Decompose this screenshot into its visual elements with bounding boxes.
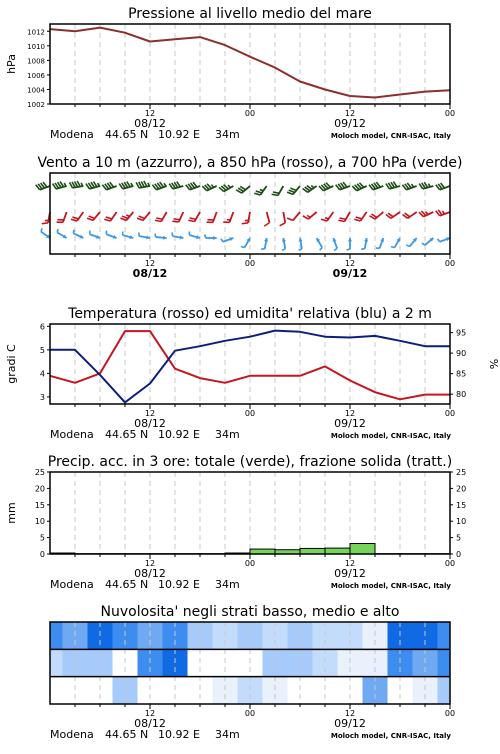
barb-feather bbox=[106, 217, 112, 219]
barb-feather bbox=[174, 219, 180, 220]
barb-feather bbox=[325, 218, 328, 219]
wind-barb bbox=[42, 212, 50, 224]
wind-row-700-hpa bbox=[36, 181, 450, 196]
wind-barb bbox=[406, 238, 416, 246]
y-axis-label: hPa bbox=[5, 54, 18, 74]
wind-barb bbox=[303, 212, 317, 219]
model-credit: Moloch model, CNR-ISAC, Italy bbox=[331, 582, 452, 590]
model-credit: Moloch model, CNR-ISAC, Italy bbox=[331, 132, 452, 140]
barb-feather bbox=[334, 248, 337, 250]
y-tick-label: 25 bbox=[35, 468, 45, 477]
x-tick-label: 12 bbox=[345, 709, 355, 718]
y2-tick-label: 0 bbox=[456, 550, 461, 559]
wind-barb bbox=[242, 212, 250, 224]
wind-barb bbox=[338, 212, 350, 222]
barb-staff bbox=[327, 212, 333, 221]
barb-feather bbox=[221, 239, 223, 242]
barb-feather bbox=[254, 193, 260, 195]
wind-barb bbox=[287, 212, 300, 220]
y2-axis-label: % bbox=[487, 359, 500, 369]
barb-staff bbox=[375, 212, 383, 219]
wind-barb bbox=[155, 212, 167, 222]
barb-feather bbox=[338, 220, 344, 221]
barb-feather bbox=[89, 216, 95, 218]
wind-barb bbox=[303, 186, 317, 193]
wind-barb bbox=[370, 212, 384, 219]
x-tick-label: 12 bbox=[345, 559, 355, 568]
wind-barb bbox=[102, 182, 116, 190]
y2-tick-label: 10 bbox=[456, 517, 466, 526]
barb-feather bbox=[347, 249, 351, 250]
x-date-label: 08/12 bbox=[134, 117, 166, 130]
barb-staff bbox=[267, 212, 270, 223]
x-tick-label: 12 bbox=[345, 259, 355, 268]
wind-barb bbox=[136, 181, 150, 188]
barb-feather bbox=[122, 216, 128, 218]
barb-feather bbox=[126, 215, 129, 216]
wind-barb bbox=[207, 212, 217, 222]
wind-barb bbox=[236, 186, 250, 193]
barb-feather bbox=[320, 248, 323, 251]
wind-barb bbox=[280, 212, 286, 226]
barb-feather bbox=[273, 192, 279, 193]
y2-tick-label: 5 bbox=[456, 534, 461, 543]
barb-feather bbox=[211, 185, 213, 188]
y2-tick-label: 90 bbox=[456, 349, 466, 358]
x-tick-label: 00 bbox=[445, 109, 455, 118]
wind-barb bbox=[69, 181, 83, 188]
x-date-label: 08/12 bbox=[134, 567, 166, 580]
barb-staff bbox=[143, 212, 150, 220]
barb-feather bbox=[205, 235, 206, 239]
wind-barb bbox=[155, 233, 167, 239]
x-date-label: 09/12 bbox=[334, 567, 366, 580]
barb-feather bbox=[311, 186, 314, 188]
barb-feather bbox=[287, 192, 293, 194]
x-date-label: 08/12 bbox=[133, 267, 168, 280]
barb-feather bbox=[412, 184, 414, 187]
wind-barb bbox=[41, 228, 50, 238]
y2-tick-label: 25 bbox=[456, 468, 466, 477]
barb-staff bbox=[345, 212, 351, 222]
barb-staff bbox=[283, 212, 285, 223]
x-tick-label: 12 bbox=[345, 109, 355, 118]
wind-barb bbox=[119, 182, 133, 189]
wind-barb bbox=[139, 232, 150, 239]
wind-barb bbox=[361, 238, 368, 249]
y2-tick-label: 20 bbox=[456, 484, 466, 493]
y-tick-label: 1004 bbox=[27, 86, 45, 94]
barb-feather bbox=[426, 212, 428, 215]
x-tick-label: 00 bbox=[445, 559, 455, 568]
wind-barb bbox=[403, 212, 417, 218]
longitude: 10.92 E bbox=[158, 728, 200, 741]
y-axis-label: gradi C bbox=[5, 344, 18, 384]
wind-barb bbox=[354, 212, 366, 221]
barb-feather bbox=[242, 223, 248, 224]
y-tick-label: 10 bbox=[35, 517, 45, 526]
wind-barb bbox=[221, 237, 233, 242]
y-tick-label: 3 bbox=[40, 393, 45, 402]
chart-title: Nuvolosita' negli strati basso, medio e alto bbox=[101, 604, 400, 620]
wind-barb bbox=[419, 211, 433, 217]
barb-staff bbox=[93, 212, 100, 220]
barb-feather bbox=[438, 239, 440, 242]
y-tick-label: 5 bbox=[40, 534, 45, 543]
barb-feather bbox=[137, 218, 143, 220]
barb-staff bbox=[391, 212, 400, 218]
barb-staff bbox=[242, 186, 250, 193]
x-tick-label: 00 bbox=[245, 709, 255, 718]
wind-barb bbox=[317, 238, 323, 250]
wind-barb bbox=[172, 212, 183, 222]
barb-feather bbox=[172, 221, 178, 222]
precip-bar bbox=[300, 548, 325, 554]
wind-barb bbox=[57, 229, 67, 238]
wind-barb bbox=[169, 182, 183, 189]
latitude: 44.65 N bbox=[105, 578, 148, 591]
barb-feather bbox=[156, 218, 162, 219]
barb-feather bbox=[260, 190, 263, 191]
wind-barb bbox=[137, 212, 150, 220]
y-tick-label: 5 bbox=[40, 346, 45, 355]
y2-tick-label: 80 bbox=[456, 390, 466, 399]
wind-barb bbox=[57, 212, 67, 222]
wind-barb bbox=[123, 232, 134, 240]
barb-feather bbox=[307, 215, 310, 217]
chart-title: Vento a 10 m (azzurro), a 850 hPa (rosso), a 700 hPa (verde) bbox=[37, 155, 462, 171]
model-credit: Moloch model, CNR-ISAC, Italy bbox=[331, 432, 452, 440]
barb-feather bbox=[354, 219, 360, 221]
wind-barb bbox=[53, 182, 67, 189]
latitude: 44.65 N bbox=[105, 428, 148, 441]
barb-feather bbox=[73, 230, 74, 234]
wind-barb bbox=[186, 182, 200, 190]
chart-title: Pressione al livello medio del mare bbox=[128, 6, 372, 22]
wind-barb bbox=[386, 182, 400, 189]
barb-feather bbox=[272, 194, 278, 195]
y-tick-label: 1006 bbox=[27, 72, 45, 80]
barb-staff bbox=[161, 212, 167, 222]
barb-staff bbox=[77, 212, 83, 221]
location-name: Modena bbox=[50, 578, 94, 591]
x-tick-label: 12 bbox=[145, 559, 155, 568]
cloud-cell bbox=[438, 677, 451, 704]
x-tick-label: 00 bbox=[245, 409, 255, 418]
barb-head bbox=[213, 236, 216, 240]
x-tick-label: 00 bbox=[245, 259, 255, 268]
wind-barb bbox=[333, 238, 338, 250]
x-date-label: 09/12 bbox=[334, 717, 366, 730]
wind-barb bbox=[71, 212, 83, 221]
barb-feather bbox=[164, 183, 166, 186]
barb-feather bbox=[104, 219, 110, 221]
wind-barb bbox=[299, 238, 303, 250]
y-tick-label: 6 bbox=[40, 322, 45, 331]
y-tick-label: 1008 bbox=[27, 57, 45, 65]
location-name: Modena bbox=[50, 428, 94, 441]
cloud-cell bbox=[50, 622, 63, 649]
y-tick-label: 4 bbox=[40, 369, 45, 378]
barb-feather bbox=[139, 216, 145, 218]
chart-title: Precip. acc. in 3 ore: totale (verde), frazione solida (tratt.) bbox=[48, 454, 452, 470]
latitude: 44.65 N bbox=[105, 728, 148, 741]
y-tick-label: 1010 bbox=[27, 43, 45, 51]
altitude: 34m bbox=[215, 128, 240, 141]
barb-feather bbox=[289, 190, 295, 192]
wind-barb bbox=[319, 183, 333, 191]
altitude: 34m bbox=[215, 428, 240, 441]
location-name: Modena bbox=[50, 728, 94, 741]
barb-feather bbox=[71, 219, 77, 221]
wind-barb bbox=[391, 238, 400, 248]
wind-barb bbox=[219, 185, 233, 192]
wind-barb bbox=[321, 212, 333, 221]
barb-feather bbox=[321, 219, 327, 221]
latitude: 44.65 N bbox=[105, 128, 148, 141]
y-tick-label: 20 bbox=[35, 484, 45, 493]
altitude: 34m bbox=[215, 578, 240, 591]
wind-row-850-hpa bbox=[42, 210, 450, 226]
wind-barb bbox=[347, 238, 353, 250]
y2-tick-label: 85 bbox=[456, 370, 466, 379]
barb-head bbox=[348, 238, 352, 241]
barb-feather bbox=[340, 218, 346, 219]
wind-barb bbox=[386, 212, 400, 218]
barb-feather bbox=[57, 229, 58, 233]
wind-barb bbox=[36, 182, 50, 190]
y-tick-label: 0 bbox=[40, 550, 45, 559]
wind-barb bbox=[352, 183, 366, 191]
barb-feather bbox=[299, 249, 302, 251]
wind-barb bbox=[438, 237, 450, 242]
barb-staff bbox=[63, 212, 67, 222]
wind-barb bbox=[369, 182, 383, 190]
barb-staff bbox=[360, 212, 366, 221]
barb-feather bbox=[190, 218, 196, 219]
precip-bar bbox=[350, 544, 375, 554]
x-date-label: 08/12 bbox=[134, 417, 166, 430]
x-tick-label: 12 bbox=[145, 709, 155, 718]
barb-feather bbox=[282, 249, 285, 251]
barb-head bbox=[163, 236, 167, 240]
wind-barb bbox=[336, 182, 350, 190]
barb-feather bbox=[256, 191, 262, 193]
y-tick-label: 1012 bbox=[27, 28, 45, 36]
barb-feather bbox=[87, 218, 93, 220]
barb-feather bbox=[228, 185, 231, 188]
barb-feather bbox=[287, 218, 293, 220]
barb-feather bbox=[155, 220, 161, 221]
wind-barb bbox=[205, 235, 217, 241]
barb-feather bbox=[41, 228, 42, 231]
x-tick-label: 12 bbox=[145, 259, 155, 268]
barb-staff bbox=[408, 212, 417, 218]
wind-barb bbox=[282, 238, 286, 250]
barb-staff bbox=[110, 212, 116, 221]
y2-tick-label: 15 bbox=[456, 501, 466, 510]
barb-staff bbox=[230, 212, 234, 222]
barb-feather bbox=[42, 223, 48, 224]
wind-barb bbox=[152, 182, 166, 190]
x-tick-label: 00 bbox=[445, 409, 455, 418]
cloud-cell bbox=[438, 649, 451, 676]
wind-barb bbox=[436, 183, 450, 190]
wind-barb bbox=[436, 210, 450, 216]
wind-row-10-m bbox=[41, 228, 450, 250]
barb-feather bbox=[72, 217, 78, 219]
y2-tick-label: 95 bbox=[456, 329, 466, 338]
barb-feather bbox=[155, 233, 156, 237]
wind-barb bbox=[254, 186, 266, 195]
wind-barb bbox=[106, 231, 116, 239]
wind-barb bbox=[419, 182, 433, 189]
barb-staff bbox=[195, 212, 201, 222]
barb-feather bbox=[356, 217, 362, 219]
wind-barb bbox=[87, 212, 100, 220]
barb-staff bbox=[278, 186, 284, 196]
x-tick-label: 12 bbox=[145, 409, 155, 418]
y-tick-label: 1002 bbox=[27, 101, 45, 109]
wind-barb bbox=[90, 231, 100, 239]
model-credit: Moloch model, CNR-ISAC, Italy bbox=[331, 732, 452, 740]
wind-barb bbox=[272, 186, 284, 196]
wind-barb bbox=[422, 238, 433, 245]
longitude: 10.92 E bbox=[158, 428, 200, 441]
chart-title: Temperatura (rosso) ed umidita' relativa (blu) a 2 m bbox=[67, 306, 432, 322]
wind-barb bbox=[189, 232, 200, 240]
wind-barb bbox=[188, 212, 200, 222]
barb-staff bbox=[308, 212, 316, 219]
barb-feather bbox=[280, 223, 286, 226]
y-axis-label: mm bbox=[5, 502, 18, 523]
wind-barb bbox=[264, 212, 269, 226]
altitude: 34m bbox=[215, 728, 240, 741]
wind-barb bbox=[172, 232, 183, 239]
x-date-label: 09/12 bbox=[333, 267, 368, 280]
wind-barb bbox=[402, 183, 416, 190]
wind-barb bbox=[202, 184, 216, 191]
barb-feather bbox=[442, 211, 444, 214]
x-tick-label: 00 bbox=[445, 259, 455, 268]
x-tick-label: 12 bbox=[145, 109, 155, 118]
cloud-cell bbox=[50, 649, 63, 676]
barb-staff bbox=[179, 212, 184, 222]
barb-staff bbox=[213, 212, 217, 222]
x-date-label: 09/12 bbox=[334, 117, 366, 130]
x-tick-label: 00 bbox=[245, 109, 255, 118]
y-tick-label: 15 bbox=[35, 501, 45, 510]
longitude: 10.92 E bbox=[158, 128, 200, 141]
location-name: Modena bbox=[50, 128, 94, 141]
wind-barb bbox=[86, 182, 100, 189]
wind-barb bbox=[376, 238, 384, 248]
barb-feather bbox=[406, 245, 409, 246]
cloud-cell bbox=[438, 622, 451, 649]
barb-feather bbox=[264, 223, 269, 226]
cloud-cell bbox=[50, 677, 63, 704]
x-tick-label: 00 bbox=[245, 559, 255, 568]
x-date-label: 09/12 bbox=[334, 417, 366, 430]
barb-feather bbox=[241, 247, 245, 248]
barb-feather bbox=[188, 220, 194, 221]
precip-bar bbox=[325, 548, 350, 554]
longitude: 10.92 E bbox=[158, 578, 200, 591]
wind-barb bbox=[261, 238, 268, 249]
wind-barb bbox=[287, 186, 300, 194]
x-date-label: 08/12 bbox=[134, 717, 166, 730]
x-tick-label: 12 bbox=[345, 409, 355, 418]
wind-barb bbox=[120, 212, 133, 220]
barb-feather bbox=[290, 188, 296, 190]
barb-staff bbox=[293, 212, 300, 220]
barb-feather bbox=[422, 243, 425, 245]
barb-feather bbox=[391, 247, 395, 248]
wind-barb bbox=[104, 212, 116, 221]
x-tick-label: 00 bbox=[445, 709, 455, 718]
wind-barb bbox=[241, 238, 250, 248]
